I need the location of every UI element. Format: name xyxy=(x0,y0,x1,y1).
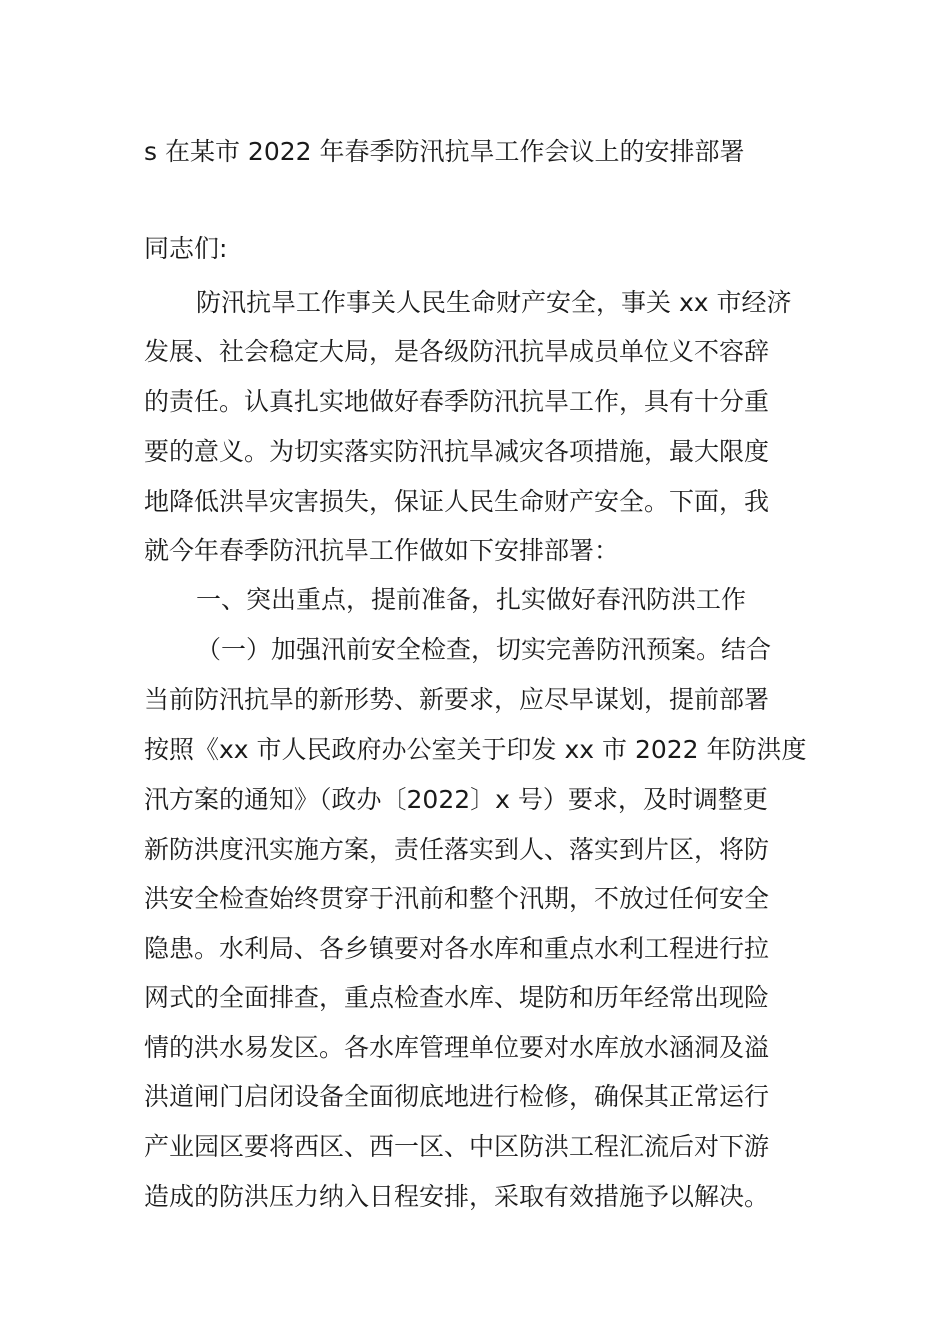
paragraph-line: 地降低洪旱灾害损失，保证人民生命财产安全。下面，我 xyxy=(144,487,770,516)
paragraph-line: 就今年春季防汛抗旱工作做如下安排部署： xyxy=(144,536,620,565)
paragraph-line: 洪道闸门启闭设备全面彻底地进行检修，确保其正常运行 xyxy=(144,1082,770,1111)
document-title: s 在某市 2022 年春季防汛抗旱工作会议上的安排部署 xyxy=(144,137,745,166)
paragraph-line: 发展、社会稳定大局，是各级防汛抗旱成员单位义不容辞 xyxy=(144,337,770,366)
paragraph-line: 新防洪度汛实施方案，责任落实到人、落实到片区，将防 xyxy=(144,835,770,864)
paragraph-line: 按照《xx 市人民政府办公室关于印发 xx 市 2022 年防洪度 xyxy=(144,735,807,764)
salutation: 同志们: xyxy=(144,234,228,263)
paragraph-line: 的责任。认真扎实地做好春季防汛抗旱工作，具有十分重 xyxy=(144,387,770,416)
paragraph-line: 洪安全检查始终贯穿于汛前和整个汛期，不放过任何安全 xyxy=(144,884,770,913)
paragraph-line: 隐患。水利局、各乡镇要对各水库和重点水利工程进行拉 xyxy=(144,934,770,963)
paragraph-line: 防汛抗旱工作事关人民生命财产安全，事关 xx 市经济 xyxy=(196,288,792,317)
paragraph-line: 造成的防洪压力纳入日程安排，采取有效措施予以解决。 xyxy=(144,1182,770,1211)
paragraph-line: 网式的全面排查，重点检查水库、堤防和历年经常出现险 xyxy=(144,983,770,1012)
section-heading: 一、突出重点，提前准备，扎实做好春汛防洪工作 xyxy=(196,585,747,614)
paragraph-line: 要的意义。为切实落实防汛抗旱减灾各项措施，最大限度 xyxy=(144,437,770,466)
paragraph-line: 情的洪水易发区。各水库管理单位要对水库放水涵洞及溢 xyxy=(144,1033,770,1062)
paragraph-line: 当前防汛抗旱的新形势、新要求，应尽早谋划，提前部署 xyxy=(144,685,770,714)
subsection-heading-line: （一）加强汛前安全检查，切实完善防汛预案。结合 xyxy=(196,635,772,664)
paragraph-line: 汛方案的通知》（政办〔2022〕x 号）要求，及时调整更 xyxy=(144,785,768,814)
paragraph-line: 产业园区要将西区、西一区、中区防洪工程汇流后对下游 xyxy=(144,1132,770,1161)
